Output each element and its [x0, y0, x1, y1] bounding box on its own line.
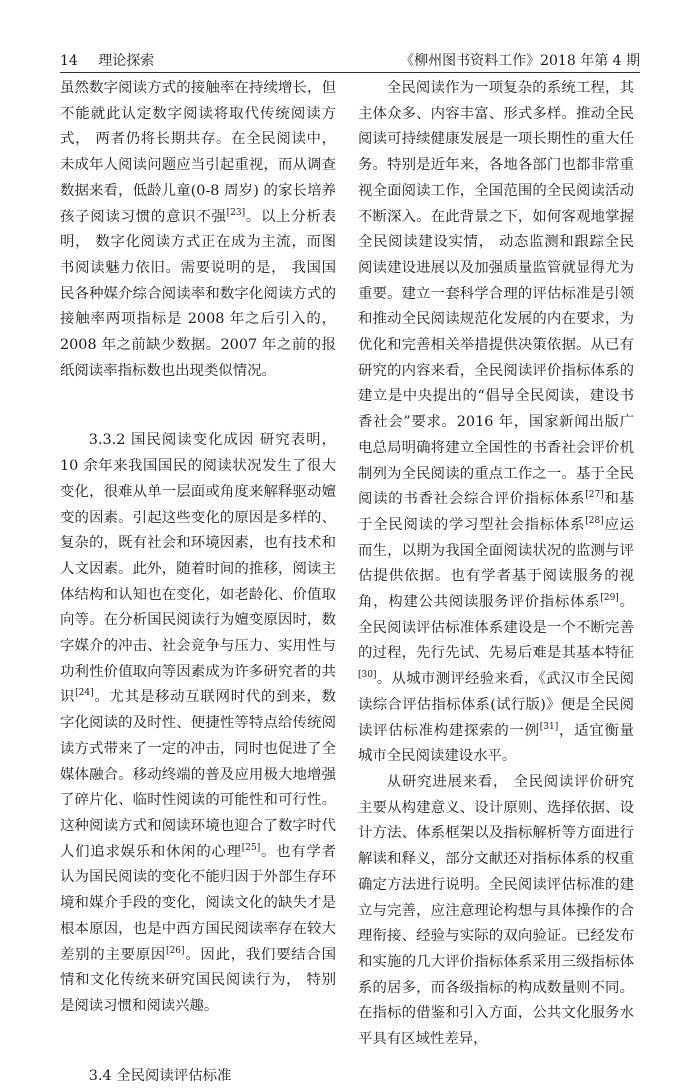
citation: [27]: [585, 490, 604, 501]
left-column: [60, 76, 336, 1089]
page-header: [60, 50, 640, 73]
citation: [31]: [539, 721, 559, 732]
header-left: [60, 50, 154, 72]
citation: [25]: [241, 842, 261, 853]
citation: [28]: [585, 516, 604, 527]
paragraph: 从研究进展来看， 全民阅读评价研究主要从构建意义、设计原则、选择依据、设计方法、体系框架以及指标解析等方面进行解读和释义，部分文献还对指标体系的权重确定方法进行说明。全民阅读评估标准的建立与完善，应注意理论构想与具体操作的合理衔接、经验与实际的双向验证。已经发布和实施的几大评价指标体系采用三级指标体系的居多，而各级指标的构成数量则不同。在指标的借鉴和引入方面，公共文化服务水平具有区域性差异，: [358, 773, 634, 1048]
citation: [26]: [166, 945, 185, 956]
right-column: [358, 76, 634, 1053]
citation: [30]: [358, 670, 377, 681]
page-number: 14: [60, 53, 78, 69]
journal-name: 《柳州图书资料工作》2018 年第 4 期: [400, 53, 640, 69]
paragraph: 3.3.2 国民阅读变化成因 研究表明，10 余年来我国国民的阅读状况发生了很大变化，很难从单一层面或角度来解释驱动嬗变的因素。引起这些变化的原因是多样的、复杂的，既有社会和环境因素，也有技术和人文因素。此外，随着时间的推移，阅读主体结构和认知也在变化，如老龄化、价值取向等。在分析国民阅读行为嬗变原因时，数字媒介的冲击、社会竞争与压力、实用性与功利性价值取向等因素成为许多研究者的共识[24]。尤其是移动互联网时代的到来，数字化阅读的及时性、便捷性等特点给传统阅读方式带来了一定的冲击，同时也促进了全媒体融合。移动终端的普及应用极大地增强了碎片化、临时性阅读的可能性和可行性。这种阅读方式和阅读环境也迎合了数字时代人们追求娱乐和休闲的心理[25]。也有学者认为国民阅读的变化不能归因于外部生存环境和媒介手段的变化，阅读文化的缺失才是根本原因，也是中西方国民阅读率存在较大差别的主要原因[26]。因此，我们要结合国情和文化传统来研究国民阅读行为， 特别是阅读习惯和阅读兴趣。: [60, 432, 336, 1014]
section-heading: 3.4 全民阅读评估标准: [88, 1067, 232, 1084]
citation: [24]: [75, 688, 94, 699]
section-name: 理论探索: [98, 53, 155, 69]
citation: [23]: [226, 207, 246, 218]
citation: [29]: [600, 593, 619, 604]
paragraph: 全民阅读作为一项复杂的系统工程，其主体众多、内容丰富、形式多样。推动全民阅读可持续健康发展是一项长期性的重大任务。特别是近年来，各地各部门也都非常重视全面阅读工作，全国范围的全民阅读活动不断深入。在此背景之下，如何客观地掌握全民阅读建设实情， 动态监测和跟踪全民阅读建设进展以及加强质量监管就显得尤为重要。建立一套科学合理的评估标准是引领和推动全民阅读规范化发展的内在要求，为优化和完善相关举措提供决策依据。从已有研究的内容来看，全民阅读评价指标体系的建立是中央提出的“倡导全民阅读，建设书香社会”要求。2016 年，国家新闻出版广电总局明确将建立全国性的书香社会评价机制列为全民阅读的重点工作之一。基于全民阅读的书香社会综合评价指标体系[27]和基于全民阅读的学习型社会指标体系[28]应运而生，以期为我国全面阅读状况的监测与评估提供依据。也有学者基于阅读服务的视角，构建公共阅读服务评价指标体系[29]。全民阅读评估标准体系建设是一个不断完善的过程，先行先试、先易后难是其基本特征[30]。从城市测评经验来看，《武汉市全民阅读综合评估指标体系(试行版)》便是全民阅读评估标准构建探索的一例[31]，适宜衡量城市全民阅读建设水平。: [358, 80, 634, 765]
paragraph: 虽然数字阅读方式的接触率在持续增长，但不能就此认定数字阅读将取代传统阅读方式， 两者仍将长期共存。在全民阅读中，未成年人阅读问题应当引起重视，而从调查数据来看，低龄儿童(0-8 周岁) 的家长培养孩子阅读习惯的意识不强[23]。以上分析表明， 数字化阅读方式正在成为主流，而图书阅读魅力依旧。需要说明的是， 我国国民各种媒介综合阅读率和数字化阅读方式的接触率两项指标是 2008 年之后引入的，2008 年之前缺少数据。2007 年之前的报纸阅读率指标数也出现类似情况。: [60, 80, 336, 379]
